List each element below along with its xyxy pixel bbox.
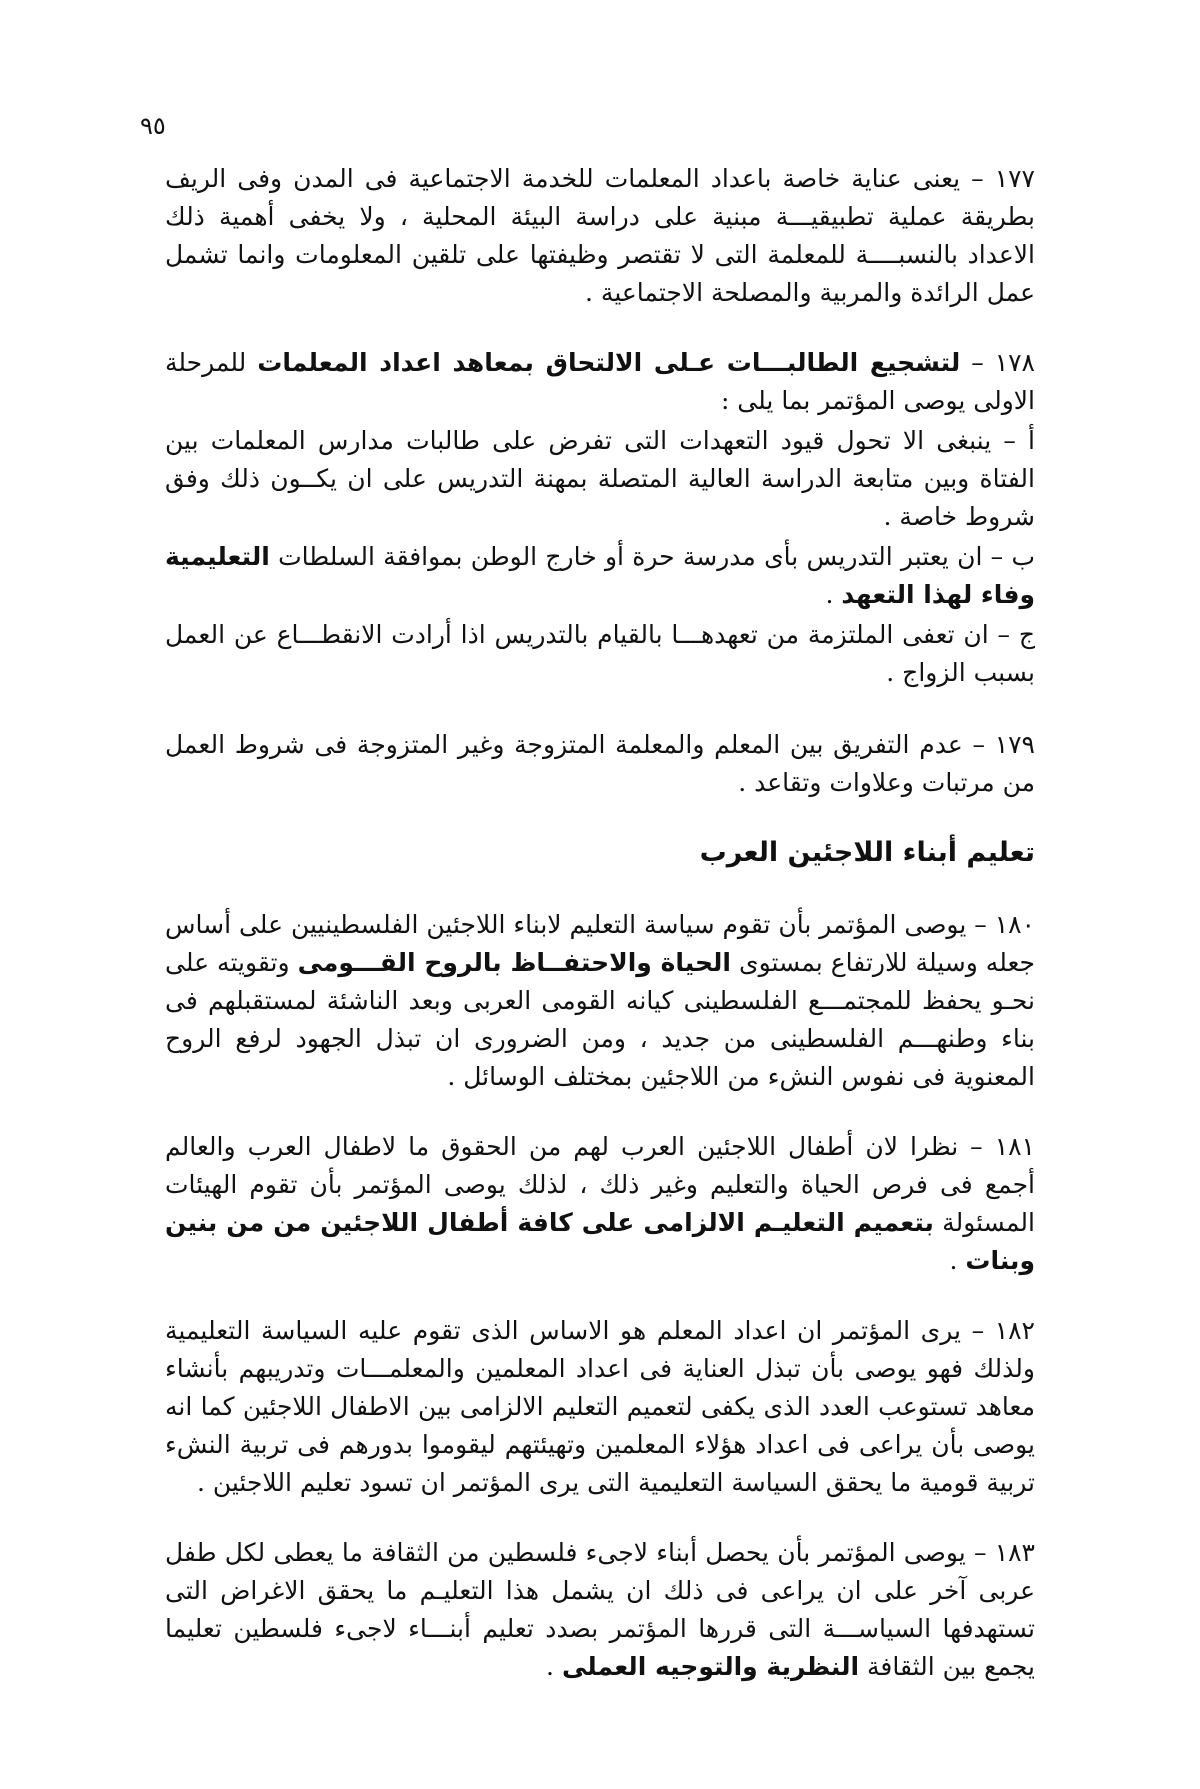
- paragraph-181-text: ١٨١ – نظرا لان أطفال اللاجئين العرب لهم من الحقوق ما لاطفال العرب والعالم أجمع فى فرص الحياة والتعليم وغير ذلك ، لذلك يوصى المؤتمر بأن تقوم الهيئات المسئولة: [165, 1132, 1036, 1237]
- paragraph-181-end: .: [949, 1246, 966, 1275]
- paragraph-182: ١٨٢ – يرى المؤتمر ان اعداد المعلم هو الاساس الذى تقوم عليه السياسة التعليمية ولذلك فهو يوصى بأن تبذل العناية فى اعداد المعلمين والمعلمـــات وتدريبهم بأنشاء معاهد تستوعب العدد الذى يكفى لتعميم التعليم الالزامى بين الاطفال اللاجئين كما انه يوصى بأن يراعى فى اعداد هؤلاء المعلمين وتهيئتهم ليقوموا بدورهم فى تربية النشء تربية قومية ما يحقق السياسة التعليمية التى يرى المؤتمر ان تسود تعليم اللاجئين .: [165, 1316, 1035, 1497]
- paragraph-178-bold: لتشجيع الطالبـــات عـلى الالتحاق بمعاهد اعداد المعلمات: [257, 348, 961, 377]
- paragraph-183-text: ١٨٣ – يوصى المؤتمر بأن يحصل أبناء لاجىء فلسطين من الثقافة ما يعطى لكل طفل عربى آخر على ان يراعى فى ذلك ان يشمل هذا التعليـم ما يحقق الاغراض التى تستهدفها السياســـة التى قررها المؤتمر بصدد تعليم أبنـــاء لاجىء فلسطين تعليما يجمع بين الثقافة: [165, 1538, 1035, 1681]
- paragraph-178-a: أ – ينبغى الا تحول قيود التعهدات التى تفرض على طالبات مدارس المعلمات بين الفتاة وبين متابعة الدراسة العالية المتصلة بمهنة التدريس على ان يكــون ذلك وفق شروط خاصة .: [165, 426, 1035, 531]
- page-number: ٩٥: [140, 112, 166, 140]
- paragraph-178-c: ج – ان تعفى الملتزمة من تعهدهـــا بالقيام بالتدريس اذا أرادت الانقطـــاع عن العمل بسبب الزواج .: [165, 620, 1035, 687]
- page-body: [165, 160, 1035, 1718]
- paragraph-177: ١٧٧ – يعنى عناية خاصة باعداد المعلمات للخدمة الاجتماعية فى المدن وفى الريف بطريقة عملية تطبيقيـــة مبنية على دراسة البيئة المحلية ، ولا يخفى أهمية ذلك الاعداد بالنسبــــة للمعلمة التى لا تقتصر وظيفتها على تلقين المعلومات وانما تشمل عمل الرائدة والمربية والمصلحة الاجتماعية .: [165, 164, 1035, 307]
- paragraph-180-text-2: وتقويته على نحـو يحفظ للمجتمـــع الفلسطينى كيانه القومى العربى وبعد الناشئة لمستقبلهم فى بناء وطنهـــم الفلسطينى من جديد ، ومن الضرورى ان تبذل الجهود لرفع الروح المعنوية فى نفوس النشء من اللاجئين بمختلف الوسائل .: [165, 948, 1035, 1091]
- paragraph-178-b-bold: التعليمية وفاء لهذا التعهد: [165, 542, 1035, 609]
- paragraph-178-b: [165, 538, 1035, 614]
- paragraph-181-bold: بتعميم التعليـم الالزامى على كافة أطفال اللاجئين من من بنين وبنات: [165, 1208, 1035, 1275]
- section-heading: تعليم أبناء اللاجئين العرب: [699, 837, 1035, 868]
- paragraph-180-text-1: ١٨٠ – يوصى المؤتمر بأن تقوم سياسة التعليم لابناء اللاجئين الفلسطينيين على أساس جعله وسيلة للارتفاع بمستوى: [165, 910, 1036, 977]
- paragraph-178-number: ١٧٨ –: [960, 348, 1035, 377]
- paragraph-183-bold: النظرية والتوجيه العملى: [561, 1652, 860, 1681]
- paragraph-179: ١٧٩ – عدم التفريق بين المعلم والمعلمة المتزوجة وغير المتزوجة فى شروط العمل من مرتبات وعلاوات وتقاعد .: [165, 730, 1035, 797]
- paragraph-183: [165, 1534, 1035, 1686]
- paragraph-178-b-end: .: [825, 580, 842, 609]
- paragraph-178-b-text: ب – ان يعتبر التدريس بأى مدرسة حرة أو خارج الوطن بموافقة السلطات: [278, 542, 1035, 571]
- paragraph-178-rest: للمرحلة الاولى يوصى المؤتمر بما يلى :: [165, 348, 1035, 415]
- paragraph-178: [165, 344, 1035, 420]
- paragraph-180-bold: الحياة والاحتفــاظ بالروح القـــومى: [297, 948, 731, 977]
- paragraph-181: [165, 1128, 1035, 1280]
- paragraph-183-end: .: [546, 1652, 562, 1681]
- paragraph-180: [165, 906, 1035, 1096]
